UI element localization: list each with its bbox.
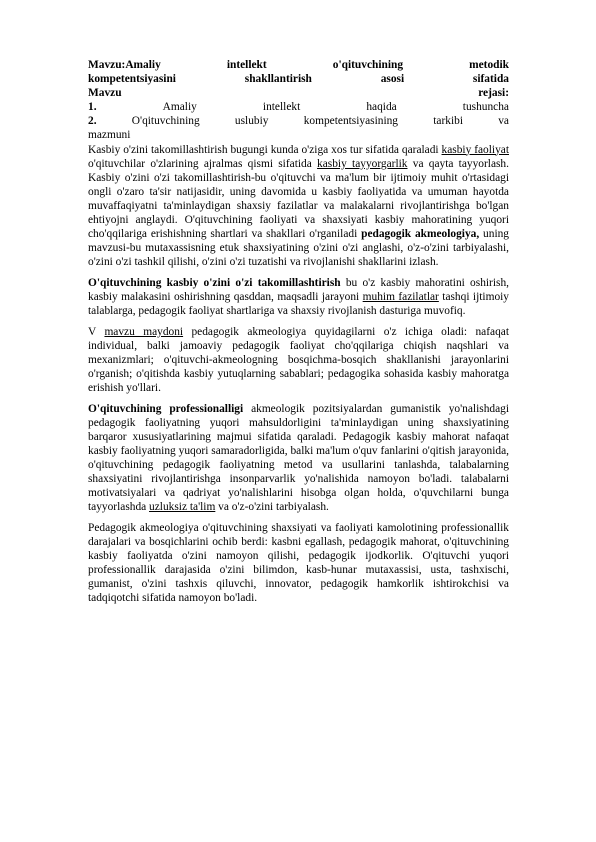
paragraph-2: O'qituvchining kasbiy o'zini o'zi takomillashtirish bu o'z kasbiy mahoratini oshirish, kasbiy malakasini oshirishning qasddan, maqsadli jarayoni muhim fazilatlar tashqi ijtimoiy talablarga, pedagogik faoliyat shartlariga va shaxsiy rivojlanish dasturiga muvofiq. [88,276,509,318]
plan-item-number: 1. [88,101,97,114]
topic-word: o'qituvchining [332,59,404,71]
plan-word: intellekt [262,101,301,114]
topic-word: sifatida [472,73,509,86]
paragraph-4: O'qituvchining professionalligi akmeologik pozitsiyalardan gumanistik yo'nalishdagi pedagogik faoliyatning yuqori mahsuldorligini ta'minlaydigan uning shaxsiyatining barqaror xususiyatlarining majmui sifatida qaraladi. Pedagogik kasbiy mahorat nafaqat kasbiy faoliyatning yuqori samaradorligida, balki ma'lum o'quv fanlarini o'qitish jarayonida, o'qituvchining pedagogik faoliyatning metod va usullarini tanlashda, talabalarning shaxsiyatini rivojlantirishga insonparvarlik yo'nalishida namoyon bo'ladi. talabalarni motivatsiyalari va qadriyat yo'nalishlarini hisobga olgan holda, o'quvchilarni bunga tayyorlashda uzluksiz ta'lim va o'z-o'zini tarbiyalash. [88,402,509,514]
plan-item-2-continuation: mazmuni [88,129,131,142]
link-mavzu-maydoni[interactable]: mavzu maydoni [104,325,184,338]
plan-word: tarkibi [433,115,463,128]
plan-item-number: 2. [88,115,97,128]
paragraph-3: V mavzu maydoni pedagogik akmeologiya quyidagilarni o'z ichiga oladi: nafaqat individual, balki jamoaviy pedagogik faoliyat cho'qqilariga chiqish naqshlari va mexanizmlari; o'qituvchi-akmeologning bosqichma-bosqich shakllanishi jarayonlarini o'rganish; o'qitishda kasbiy yutuqlarning sabablari; pedagogika sohasida kasbiy mahoratga erishish yo'llari. [88,325,510,395]
plan-heading [88,86,509,100]
bold-term: O'qituvchining professionalligi [88,402,244,415]
topic-title-line-1 [88,58,509,72]
topic-word: asosi [380,73,405,86]
bold-term: O'qituvchining kasbiy o'zini o'zi takomillashtirish [88,276,341,289]
link-muhim-fazilatlar[interactable]: muhim fazilatlar [362,291,439,303]
bold-term: pedagogik akmeologiya, [361,228,480,241]
paragraph-1: Kasbiy o'zini takomillashtirish bugungi kunda o'ziga xos tur sifatida qaraladi kasbiy faoliyat o'qituvchilar o'zlarining ajralmas qismi sifatida kasbiy tayyorgarlik va qayta tayyorlash. Kasbiy o'zini o'zi takomillashtirish-bu o'qituvchi va ma'lum bir ijtimoiy muhit o'rtasidagi ongli o'zaro ta'sir natijasidir, uning davomida u kasbiy faoliyatida va umuman hayotda muvaffaqiyatni ta'minlaydigan shaxsiy fazilatlar va malakalarni rivojlantirishga bo'lgan ehtiyojni anglaydi. O'qituvchining faoliyati va shaxsiyati kasbiy mahoratining yuqori cho'qqilariga erishishning shartlari va shakllari o'rganiladi pedagogik akmeologiya, uning mavzusi-bu mutaxassisning etuk shaxsiyatining o'zini o'zi anglashi, o'z-o'zini tarbiyalashi, o'zini o'zi tashkil qilishi, o'zini o'zi tuzatishi va rivojlanishi shakllarini izlash. [88,143,510,269]
topic-word: kompetentsiyasini [88,73,176,86]
paragraph-5: Pedagogik akmeologiya o'qituvchining shaxsiyati va faoliyati kamolotining professionallik darajalari va bosqichlarini ochib berdi: kasbni egallash, pedagogik mahorat, o'qituvchining kasbiy faoliyatda o'zini namoyon qilishi, pedagogik ijodkorlik. O'qituvchi yuqori professionallik darajasida o'zini bilimdon, kasb-hunar mutaxassisi, usta, tashxischi, gumanist, o'zini tashxis qiluvchi, innovator, pedagogik hamkorlik ishtirokchisi va tadqiqotchi sifatida namoyon bo'ladi. [88,521,509,605]
document-page [88,58,509,605]
topic-word: Mavzu:Amaliy [88,59,161,71]
topic-word: shakllantirish [244,73,312,86]
plan-word: Amaliy [162,101,197,114]
link-uzluksiz-talim[interactable]: uzluksiz ta'lim [149,501,216,514]
topic-title-line-2 [88,72,509,86]
topic-word: metodik [469,59,509,71]
plan-word: O'qituvchining [131,115,200,128]
plan-word: haqida [366,101,397,114]
plan-word: uslubiy [234,115,269,128]
plan-item-2 [88,114,509,128]
plan-word: tushuncha [462,101,509,114]
plan-item-1 [88,100,509,114]
plan-word: va [498,115,509,128]
plan-word: kompetentsiyasining [303,115,398,128]
topic-word: intellekt [226,59,267,71]
plan-heading-right: rejasi: [478,87,509,100]
plan-heading-left: Mavzu [88,87,122,100]
link-kasbiy-tayyorgarlik[interactable]: kasbiy tayyorgarlik [317,157,408,170]
link-kasbiy-faoliyat[interactable]: kasbiy faoliyat [441,143,509,156]
